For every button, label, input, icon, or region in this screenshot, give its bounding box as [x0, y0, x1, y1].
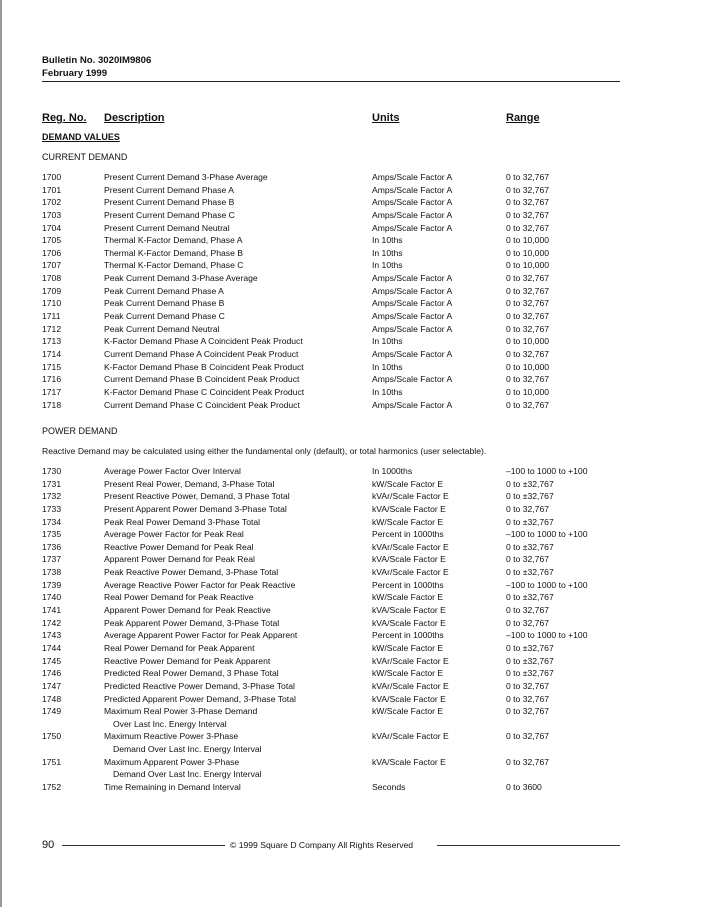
table-row — [42, 323, 642, 336]
reg-number: 1703 — [42, 209, 62, 220]
reg-number: 1711 — [42, 311, 61, 322]
reg-number: 1705 — [42, 235, 62, 246]
reg-number: 1747 — [42, 680, 62, 691]
units: kVAr/Scale Factor E — [372, 680, 449, 691]
range: 0 to 32,767 — [506, 503, 550, 514]
units: In 1000ths — [372, 466, 413, 476]
range: 0 to 32,767 — [506, 731, 550, 742]
reg-number: 1712 — [42, 323, 62, 334]
column-header-description: Description — [104, 112, 165, 124]
table-row — [42, 310, 642, 323]
range: 0 to 10,000 — [506, 361, 550, 372]
description: Present Current Demand Phase A — [104, 184, 234, 195]
description: Thermal K-Factor Demand, Phase A — [104, 235, 243, 246]
table-row — [42, 234, 642, 247]
description: Present Current Demand Phase B — [104, 197, 235, 208]
range: 0 to ±32,767 — [506, 516, 554, 527]
units: kVAr/Scale Factor E — [372, 731, 449, 742]
description: Present Reactive Power, Demand, 3 Phase Total — [104, 491, 290, 502]
reg-number: 1749 — [42, 706, 62, 717]
description: Time Remaining in Demand Interval — [104, 782, 241, 793]
range: 0 to 3600 — [506, 782, 542, 793]
units: Amps/Scale Factor A — [372, 348, 453, 359]
power-demand-table — [42, 465, 642, 794]
units: In 10ths — [372, 247, 403, 258]
description: Peak Real Power Demand 3-Phase Total — [104, 516, 261, 527]
table-row — [42, 553, 642, 566]
reg-number: 1744 — [42, 642, 62, 653]
range: 0 to ±32,767 — [506, 478, 554, 489]
units: kVAr/Scale Factor E — [372, 655, 449, 666]
description: Maximum Real Power 3-Phase Demand — [104, 706, 258, 717]
column-header-units: Units — [372, 112, 400, 124]
units: In 10ths — [372, 361, 403, 372]
reg-number: 1716 — [42, 374, 62, 385]
units: Seconds — [372, 782, 406, 793]
description: Peak Current Demand Phase C — [104, 311, 225, 322]
table-row — [42, 478, 642, 491]
reg-number: 1732 — [42, 491, 62, 502]
table-row — [42, 528, 642, 541]
footer-rule-left — [62, 845, 225, 846]
units: kVAr/Scale Factor E — [372, 491, 449, 502]
column-header-reg: Reg. No. — [42, 112, 87, 124]
reg-number: 1714 — [42, 348, 62, 359]
table-row — [42, 465, 642, 478]
units: kVA/Scale Factor E — [372, 693, 446, 704]
units: Amps/Scale Factor A — [372, 323, 453, 334]
range: 0 to 32,767 — [506, 222, 550, 233]
range: 0 to 32,767 — [506, 209, 550, 220]
reg-number: 1713 — [42, 336, 62, 347]
table-row — [42, 348, 642, 361]
description: Peak Current Demand Phase B — [104, 298, 225, 309]
table-row-continuation — [42, 768, 642, 781]
units: In 10ths — [372, 386, 403, 397]
table-row — [42, 617, 642, 630]
table-row — [42, 566, 642, 579]
units: kVA/Scale Factor E — [372, 756, 446, 767]
range: 0 to 10,000 — [506, 336, 550, 347]
range: 0 to ±32,767 — [506, 541, 554, 552]
description-continuation: Demand Over Last Inc. Energy Interval — [113, 744, 262, 755]
reg-number: 1752 — [42, 782, 62, 793]
table-row — [42, 386, 642, 399]
power-demand-note: Reactive Demand may be calculated using either the fundamental only (default), or total harmonics (user selectable). — [42, 446, 487, 456]
section-current-demand: CURRENT DEMAND — [42, 152, 128, 162]
description: Present Current Demand Neutral — [104, 222, 230, 233]
units: Amps/Scale Factor A — [372, 273, 453, 284]
description: K-Factor Demand Phase B Coincident Peak Product — [104, 361, 304, 372]
reg-number: 1707 — [42, 260, 62, 271]
description: K-Factor Demand Phase A Coincident Peak Product — [104, 336, 303, 347]
table-row — [42, 629, 642, 642]
reg-number: 1750 — [42, 731, 62, 742]
description: Average Reactive Power Factor for Peak Reactive — [104, 579, 296, 590]
column-header-range: Range — [506, 112, 540, 124]
units: kW/Scale Factor E — [372, 668, 444, 679]
table-row — [42, 196, 642, 209]
range: 0 to 32,767 — [506, 617, 550, 628]
range: 0 to 32,767 — [506, 605, 550, 616]
description: Current Demand Phase C Coincident Peak Product — [104, 399, 300, 410]
bulletin-number: Bulletin No. 3020IM9806 — [42, 55, 152, 66]
description: Reactive Power Demand for Peak Apparent — [104, 655, 271, 666]
table-row — [42, 781, 642, 794]
reg-number: 1708 — [42, 273, 62, 284]
table-row — [42, 655, 642, 668]
table-row — [42, 680, 642, 693]
reg-number: 1704 — [42, 222, 62, 233]
table-row — [42, 272, 642, 285]
description: K-Factor Demand Phase C Coincident Peak Product — [104, 386, 305, 397]
range: 0 to 32,767 — [506, 184, 550, 195]
table-row — [42, 399, 642, 412]
table-row — [42, 604, 642, 617]
reg-number: 1740 — [42, 592, 62, 603]
page-number: 90 — [42, 839, 55, 851]
table-row — [42, 335, 642, 348]
description: Average Apparent Power Factor for Peak Apparent — [104, 630, 298, 641]
range: 0 to ±32,767 — [506, 491, 554, 502]
reg-number: 1736 — [42, 541, 62, 552]
reg-number: 1718 — [42, 399, 62, 410]
page-footer — [42, 839, 620, 853]
units: Percent in 1000ths — [372, 630, 444, 641]
reg-number: 1715 — [42, 361, 62, 372]
range: 0 to 32,767 — [506, 374, 550, 385]
range: 0 to ±32,767 — [506, 642, 554, 653]
units: In 10ths — [372, 260, 403, 271]
range: –100 to 1000 to +100 — [506, 466, 588, 476]
description: Apparent Power Demand for Peak Reactive — [104, 605, 271, 616]
units: Percent in 1000ths — [372, 529, 444, 540]
description: Current Demand Phase A Coincident Peak Product — [104, 348, 299, 359]
description: Peak Current Demand Phase A — [104, 285, 224, 296]
section-power-demand: POWER DEMAND — [42, 426, 118, 436]
units: In 10ths — [372, 235, 403, 246]
table-row — [42, 259, 642, 272]
units: Percent in 1000ths — [372, 579, 444, 590]
description-continuation: Demand Over Last Inc. Energy Interval — [113, 769, 262, 780]
description: Average Power Factor Over Interval — [104, 466, 241, 476]
reg-number: 1739 — [42, 579, 62, 590]
range: 0 to 32,767 — [506, 756, 550, 767]
units: kVA/Scale Factor E — [372, 605, 446, 616]
reg-number: 1710 — [42, 298, 62, 309]
range: 0 to 32,767 — [506, 680, 550, 691]
table-row — [42, 171, 642, 184]
units: kW/Scale Factor E — [372, 516, 444, 527]
description: Real Power Demand for Peak Apparent — [104, 642, 255, 653]
description: Maximum Reactive Power 3-Phase — [104, 731, 239, 742]
table-row — [42, 591, 642, 604]
reg-number: 1700 — [42, 172, 62, 182]
units: kVAr/Scale Factor E — [372, 567, 449, 578]
units: Amps/Scale Factor A — [372, 172, 453, 182]
description: Present Apparent Power Demand 3-Phase Total — [104, 503, 287, 514]
table-row — [42, 490, 642, 503]
table-row-continuation — [42, 743, 642, 756]
range: 0 to 32,767 — [506, 693, 550, 704]
description: Peak Reactive Power Demand, 3-Phase Total — [104, 567, 279, 578]
reg-number: 1738 — [42, 567, 62, 578]
table-row-continuation — [42, 718, 642, 731]
units: kVAr/Scale Factor E — [372, 541, 449, 552]
description: Present Current Demand Phase C — [104, 209, 235, 220]
range: 0 to 32,767 — [506, 285, 550, 296]
range: 0 to ±32,767 — [506, 668, 554, 679]
reg-number: 1748 — [42, 693, 62, 704]
reg-number: 1751 — [42, 756, 62, 767]
description: Peak Current Demand 3-Phase Average — [104, 273, 258, 284]
description: Thermal K-Factor Demand, Phase C — [104, 260, 244, 271]
table-row — [42, 285, 642, 298]
bulletin-date: February 1999 — [42, 68, 108, 79]
reg-number: 1737 — [42, 554, 62, 565]
description: Apparent Power Demand for Peak Real — [104, 554, 255, 565]
range: 0 to 32,767 — [506, 554, 550, 565]
table-row — [42, 667, 642, 680]
range: –100 to 1000 to +100 — [506, 630, 588, 641]
table-row — [42, 516, 642, 529]
units: Amps/Scale Factor A — [372, 222, 453, 233]
description-continuation: Over Last Inc. Energy Interval — [113, 718, 227, 729]
units: kW/Scale Factor E — [372, 642, 444, 653]
table-row — [42, 756, 642, 769]
description: Predicted Reactive Power Demand, 3-Phase Total — [104, 680, 295, 691]
description: Peak Current Demand Neutral — [104, 323, 220, 334]
description: Present Real Power, Demand, 3-Phase Total — [104, 478, 275, 489]
units: kVA/Scale Factor E — [372, 503, 446, 514]
reg-number: 1717 — [42, 386, 62, 397]
description: Maximum Apparent Power 3-Phase — [104, 756, 240, 767]
range: 0 to ±32,767 — [506, 567, 554, 578]
table-row — [42, 642, 642, 655]
reg-number: 1701 — [42, 184, 62, 195]
table-row — [42, 705, 642, 718]
section-demand-values: DEMAND VALUES — [42, 132, 120, 142]
header-rule — [42, 81, 620, 82]
reg-number: 1743 — [42, 630, 62, 641]
description: Real Power Demand for Peak Reactive — [104, 592, 254, 603]
units: kW/Scale Factor E — [372, 592, 444, 603]
table-row — [42, 297, 642, 310]
reg-number: 1735 — [42, 529, 62, 540]
reg-number: 1745 — [42, 655, 62, 666]
units: Amps/Scale Factor A — [372, 399, 453, 410]
range: 0 to 32,767 — [506, 172, 550, 182]
footer-rule-right — [437, 845, 620, 846]
reg-number: 1734 — [42, 516, 62, 527]
range: 0 to 10,000 — [506, 260, 550, 271]
reg-number: 1731 — [42, 478, 62, 489]
reg-number: 1702 — [42, 197, 62, 208]
units: Amps/Scale Factor A — [372, 374, 453, 385]
range: 0 to 32,767 — [506, 348, 550, 359]
range: 0 to ±32,767 — [506, 655, 554, 666]
range: 0 to 10,000 — [506, 386, 550, 397]
description: Predicted Apparent Power Demand, 3-Phase Total — [104, 693, 296, 704]
table-row — [42, 579, 642, 592]
description: Predicted Real Power Demand, 3 Phase Total — [104, 668, 279, 679]
table-row — [42, 247, 642, 260]
description: Current Demand Phase B Coincident Peak Product — [104, 374, 300, 385]
units: Amps/Scale Factor A — [372, 209, 453, 220]
description: Present Current Demand 3-Phase Average — [104, 172, 268, 182]
table-row — [42, 693, 642, 706]
range: 0 to 32,767 — [506, 311, 550, 322]
range: 0 to 32,767 — [506, 399, 550, 410]
range: 0 to 32,767 — [506, 706, 550, 717]
units: kVA/Scale Factor E — [372, 617, 446, 628]
table-row — [42, 209, 642, 222]
table-row — [42, 503, 642, 516]
range: 0 to 32,767 — [506, 323, 550, 334]
units: Amps/Scale Factor A — [372, 311, 453, 322]
range: 0 to 10,000 — [506, 235, 550, 246]
table-row — [42, 184, 642, 197]
description: Average Power Factor for Peak Real — [104, 529, 244, 540]
reg-number: 1733 — [42, 503, 62, 514]
description: Thermal K-Factor Demand, Phase B — [104, 247, 243, 258]
range: 0 to 32,767 — [506, 197, 550, 208]
description: Peak Apparent Power Demand, 3-Phase Total — [104, 617, 280, 628]
page-edge-line — [0, 0, 2, 907]
range: 0 to 10,000 — [506, 247, 550, 258]
units: Amps/Scale Factor A — [372, 285, 453, 296]
reg-number: 1742 — [42, 617, 62, 628]
range: 0 to 32,767 — [506, 298, 550, 309]
table-row — [42, 361, 642, 374]
table-row — [42, 222, 642, 235]
range: 0 to ±32,767 — [506, 592, 554, 603]
copyright-text: © 1999 Square D Company All Rights Reserved — [230, 840, 414, 850]
units: Amps/Scale Factor A — [372, 184, 453, 195]
table-row — [42, 541, 642, 554]
reg-number: 1741 — [42, 605, 62, 616]
table-row — [42, 373, 642, 386]
units: Amps/Scale Factor A — [372, 197, 453, 208]
table-row — [42, 730, 642, 743]
range: –100 to 1000 to +100 — [506, 529, 588, 540]
reg-number: 1709 — [42, 285, 62, 296]
description: Reactive Power Demand for Peak Real — [104, 541, 254, 552]
units: In 10ths — [372, 336, 403, 347]
units: kW/Scale Factor E — [372, 706, 444, 717]
current-demand-table — [42, 171, 642, 411]
range: –100 to 1000 to +100 — [506, 579, 588, 590]
units: kVA/Scale Factor E — [372, 554, 446, 565]
reg-number: 1730 — [42, 466, 62, 476]
range: 0 to 32,767 — [506, 273, 550, 284]
reg-number: 1706 — [42, 247, 62, 258]
units: kW/Scale Factor E — [372, 478, 444, 489]
reg-number: 1746 — [42, 668, 62, 679]
units: Amps/Scale Factor A — [372, 298, 453, 309]
